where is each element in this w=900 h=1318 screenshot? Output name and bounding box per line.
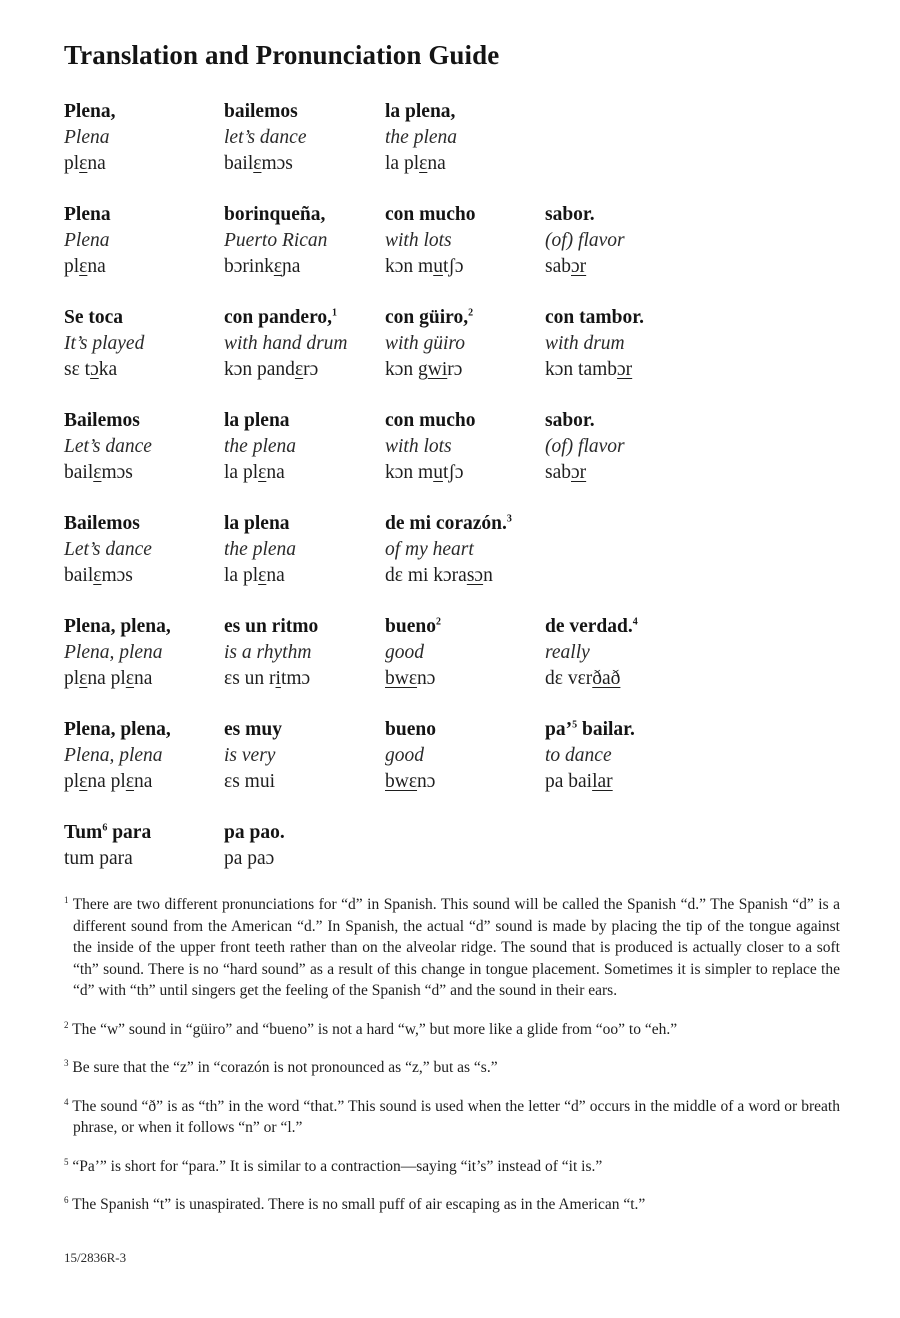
ipa-pronunciation: plɛna: [64, 153, 106, 174]
spanish-text: la plena: [224, 410, 290, 431]
english-translation: Plena, plena: [64, 745, 163, 766]
document-code: 15/2836R-3: [64, 1250, 127, 1265]
spanish-text: sabor.: [545, 204, 595, 225]
lyric-block: [64, 820, 864, 900]
lyric-column: [64, 614, 224, 692]
english-translation: let’s dance: [224, 127, 307, 148]
ipa-pronunciation: pa bailar: [545, 771, 613, 792]
spanish-text: pa pao.: [224, 822, 285, 843]
ipa-pronunciation: ɛs un ritmɔ: [224, 668, 311, 689]
english-translation: of my heart: [385, 539, 474, 560]
english-translation: (of) flavor: [545, 436, 625, 457]
footnotes: [64, 894, 840, 1233]
ipa-pronunciation: dɛ mi kɔrasɔn: [385, 565, 493, 586]
lyric-block: [64, 717, 864, 797]
ipa-pronunciation: bwɛnɔ: [385, 771, 436, 792]
spanish-text: es muy: [224, 719, 282, 740]
lyric-column: [385, 408, 545, 486]
ipa-pronunciation: la plɛna: [224, 565, 285, 586]
lyric-column: [224, 202, 384, 280]
lyric-column: [64, 202, 224, 280]
spanish-text: con pandero,$^1$: [224, 307, 337, 328]
ipa-pronunciation: bailɛmɔs: [64, 462, 133, 483]
ipa-pronunciation: sabɔr: [545, 462, 587, 483]
ipa-pronunciation: plɛna plɛna: [64, 771, 153, 792]
ipa-pronunciation: dɛ vɛrðað: [545, 668, 621, 689]
spanish-text: Bailemos: [64, 513, 140, 534]
spanish-text: Plena, plena,: [64, 719, 171, 740]
lyric-column: [64, 717, 224, 795]
footnote-text: The Spanish “t” is unaspirated. There is no small puff of air escaping as in the American “t.”: [68, 1196, 646, 1213]
footnote: [64, 1096, 840, 1139]
spanish-text: con güiro,$^2$: [385, 307, 474, 328]
spanish-text: bueno$^2$: [385, 616, 441, 637]
footnote-text: “Pa’” is short for “para.” It is similar to a contraction—saying “it’s” instead of “it is.”: [68, 1157, 603, 1175]
spanish-text: es un ritmo: [224, 616, 319, 637]
english-translation: Plena: [64, 230, 110, 251]
english-translation: the plena: [224, 539, 297, 560]
spanish-text: la plena,: [385, 101, 456, 122]
spanish-text: de mi corazón.$^3$: [385, 513, 512, 534]
lyric-block: [64, 99, 864, 179]
spanish-text: Plena: [64, 204, 111, 225]
footnote-text: There are two different pronunciations for “d” in Spanish. This sound will be called the Spanish “d.” The Spanish “d” is a different sound from the American “d.” In Spanish, the actual “d” sound is made by placing the tip of the tongue against the inside of the upper front teeth rather than on the alveolar ridge. The sound that is produced is actually closer to a soft “th” sound. There is no “hard sound” as a result of this change in tongue placement. Sometimes it is simpler to replace the “d” with “th” until singers get the feeling of the Spanish “d” and the sound in their ears.: [68, 896, 840, 999]
lyric-block: [64, 305, 864, 385]
spanish-text: bailemos: [224, 101, 298, 122]
english-translation: with drum: [545, 333, 625, 354]
lyric-column: [545, 305, 705, 383]
spanish-text: con mucho: [385, 204, 476, 225]
lyric-column: [545, 614, 705, 692]
lyric-column: [224, 511, 384, 589]
lyric-column: [224, 408, 384, 486]
english-translation: Puerto Rican: [224, 230, 328, 251]
ipa-pronunciation: kɔn gwirɔ: [385, 359, 463, 380]
english-translation: Plena, plena: [64, 642, 163, 663]
english-translation: to dance: [545, 745, 612, 766]
lyric-column: [385, 99, 545, 177]
ipa-pronunciation: plɛna: [64, 256, 106, 277]
spanish-text: de verdad.$^4$: [545, 616, 638, 637]
lyric-column: [224, 305, 384, 383]
spanish-text: la plena: [224, 513, 290, 534]
page-title: Translation and Pronunciation Guide: [64, 40, 500, 70]
ipa-pronunciation: bɔrinkɛɲa: [224, 256, 301, 277]
footnote-text: The sound “ð” is as “th” in the word “that.” This sound is used when the letter “d” occurs in the middle of a word or breath phrase, or when it follows “n” or “l.”: [68, 1097, 840, 1136]
lyric-column: [545, 717, 705, 795]
lyric-column: [64, 305, 224, 383]
english-translation: Let’s dance: [64, 539, 152, 560]
ipa-pronunciation: sɛ tɔka: [64, 359, 118, 380]
ipa-pronunciation: kɔn mutʃɔ: [385, 462, 464, 483]
footnote-text: The “w” sound in “güiro” and “bueno” is not a hard “w,” but more like a glide from “oo” to “eh.”: [68, 1020, 678, 1038]
lyric-column: [224, 717, 384, 795]
lyric-block: [64, 408, 864, 488]
english-translation: Plena: [64, 127, 110, 148]
footnote-text: Be sure that the “z” in “corazón is not pronounced as “z,” but as “s.”: [68, 1059, 498, 1076]
ipa-pronunciation: la plɛna: [224, 462, 285, 483]
lyric-column: [64, 511, 224, 589]
footnote-number: 5: [64, 1156, 69, 1167]
english-translation: with güiro: [385, 333, 465, 354]
lyric-column: [385, 305, 545, 383]
english-translation: (of) flavor: [545, 230, 625, 251]
english-translation: the plena: [385, 127, 458, 148]
spanish-text: con tambor.: [545, 307, 644, 328]
ipa-pronunciation: plɛna plɛna: [64, 668, 153, 689]
spanish-text: sabor.: [545, 410, 595, 431]
english-translation: the plena: [224, 436, 297, 457]
ipa-pronunciation: tum para: [64, 848, 133, 869]
ipa-pronunciation: bailɛmɔs: [224, 153, 293, 174]
lyric-block: [64, 202, 864, 282]
english-translation: good: [385, 642, 424, 663]
ipa-pronunciation: ɛs mui: [224, 771, 275, 792]
ipa-pronunciation: kɔn mutʃɔ: [385, 256, 464, 277]
footnote: [64, 1057, 840, 1079]
footnote-number: 4: [64, 1096, 69, 1107]
footnote: [64, 1019, 840, 1041]
footnote: [64, 1156, 840, 1178]
lyric-column: [224, 99, 384, 177]
ipa-pronunciation: pa paɔ: [224, 848, 275, 869]
footnote: [64, 1194, 840, 1216]
spanish-text: borinqueña,: [224, 204, 326, 225]
english-translation: good: [385, 745, 424, 766]
ipa-pronunciation: kɔn tambɔr: [545, 359, 633, 380]
lyric-column: [545, 202, 705, 280]
english-translation: is a rhythm: [224, 642, 312, 663]
english-translation: Let’s dance: [64, 436, 152, 457]
spanish-text: pa’$^5$ bailar.: [545, 719, 635, 740]
lyric-block: [64, 511, 864, 591]
lyric-column: [385, 202, 545, 280]
lyric-column: [385, 717, 545, 795]
english-translation: really: [545, 642, 590, 663]
spanish-text: Bailemos: [64, 410, 140, 431]
ipa-pronunciation: bailɛmɔs: [64, 565, 133, 586]
spanish-text: Plena,: [64, 101, 116, 122]
lyric-column: [385, 511, 545, 589]
lyric-column: [224, 820, 384, 872]
spanish-text: Plena, plena,: [64, 616, 171, 637]
ipa-pronunciation: bwɛnɔ: [385, 668, 436, 689]
footnote-number: 2: [64, 1019, 69, 1030]
lyric-column: [64, 99, 224, 177]
spanish-text: con mucho: [385, 410, 476, 431]
ipa-pronunciation: kɔn pandɛrɔ: [224, 359, 319, 380]
spanish-text: bueno: [385, 719, 436, 740]
ipa-pronunciation: la plɛna: [385, 153, 446, 174]
footnote-number: 1: [64, 894, 69, 905]
lyric-column: [545, 408, 705, 486]
lyric-column: [385, 614, 545, 692]
english-translation: with hand drum: [224, 333, 348, 354]
english-translation: It’s played: [64, 333, 145, 354]
english-translation: with lots: [385, 230, 452, 251]
lyric-block: [64, 614, 864, 694]
spanish-text: Se toca: [64, 307, 124, 328]
english-translation: is very: [224, 745, 276, 766]
lyric-column: [224, 614, 384, 692]
footnote: [64, 894, 840, 1002]
spanish-text: Tum$^6$ para: [64, 822, 152, 843]
footnote-number: 6: [64, 1194, 69, 1205]
lyric-column: [64, 408, 224, 486]
footnote-number: 3: [64, 1057, 69, 1068]
ipa-pronunciation: sabɔr: [545, 256, 587, 277]
english-translation: with lots: [385, 436, 452, 457]
lyric-column: [64, 820, 224, 872]
